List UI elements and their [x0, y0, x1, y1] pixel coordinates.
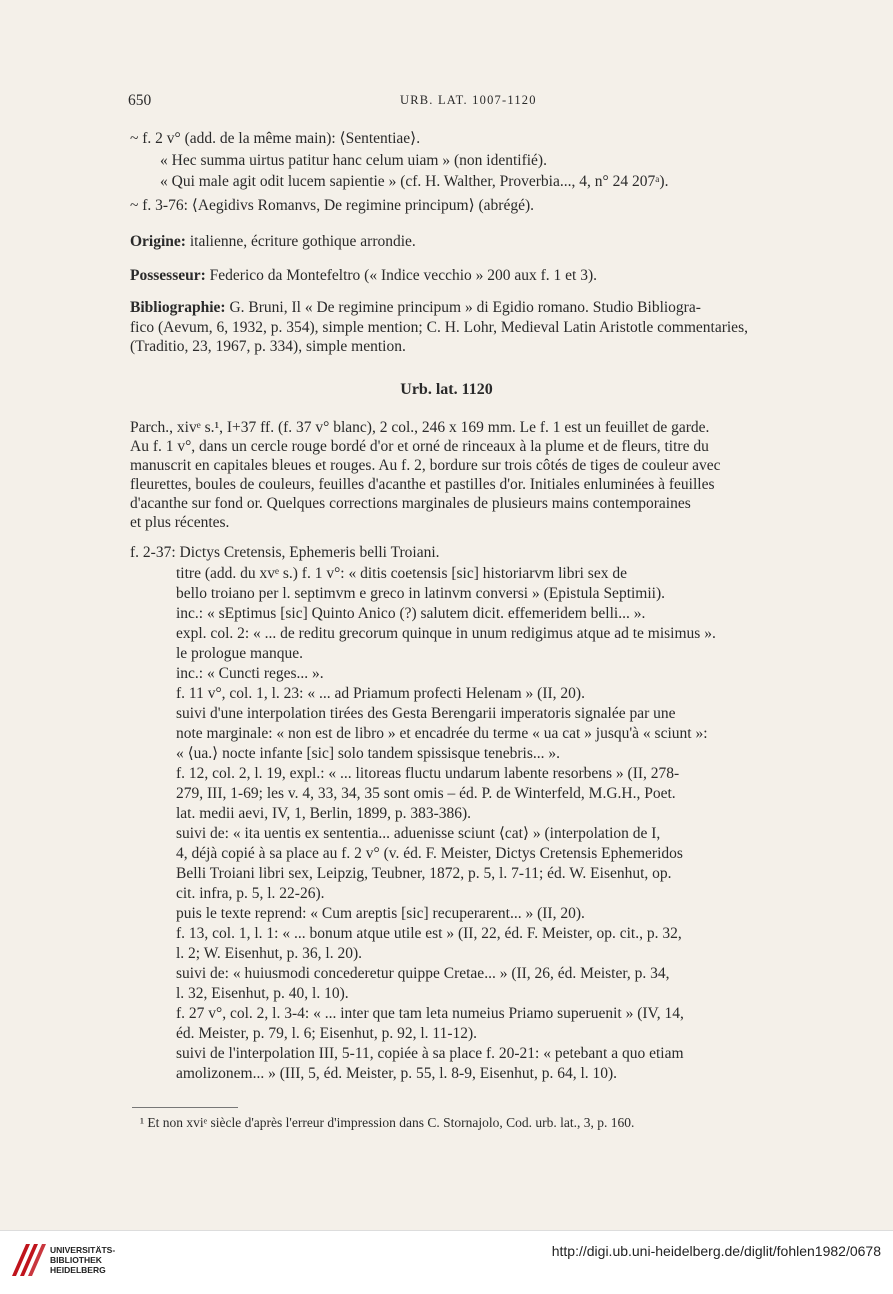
bibliographie-line: (Traditio, 23, 1967, p. 334), simple mention.	[130, 338, 406, 355]
page-number: 650	[128, 92, 152, 109]
text-line: « Hec summa uirtus patitur hanc celum uiam » (non identifié).	[160, 152, 547, 169]
possesseur-entry	[130, 266, 597, 286]
logo-line: UNIVERSITÄTS-	[50, 1245, 116, 1255]
content-line: inc.: « sEptimus [sic] Quinto Anico (?) salutem dicit. effemeridem belli... ».	[176, 605, 646, 622]
description-line: d'acanthe sur fond or. Quelques corrections marginales de plusieurs mains contemporaines	[130, 495, 691, 512]
origine-label: Origine:	[130, 233, 186, 250]
content-line: amolizonem... » (III, 5, éd. Meister, p. 55, l. 8-9, Eisenhut, p. 64, l. 10).	[176, 1065, 618, 1082]
content-line: bello troiano per l. septimvm e greco in latinvm conversi » (Epistula Septimii).	[176, 585, 666, 602]
content-line: puis le texte reprend: « Cum areptis [sic] recuperarent... » (II, 20).	[176, 905, 585, 922]
content-line: lat. medii aevi, IV, 1, Berlin, 1899, p. 383-386).	[176, 805, 472, 822]
possesseur-text: Federico da Montefeltro (« Indice vecchio » 200 aux f. 1 et 3).	[209, 267, 598, 284]
content-line: f. 12, col. 2, l. 19, expl.: « ... litoreas fluctu undarum labente resorbens » (II, 278-	[176, 765, 680, 782]
content-line: f. 27 v°, col. 2, l. 3-4: « ... inter que tam leta numeius Priamo superuenit » (IV, 14,	[176, 1005, 684, 1022]
origine-entry	[130, 232, 416, 252]
bibliographie-entry	[130, 298, 701, 318]
content-line: inc.: « Cuncti reges... ».	[176, 665, 324, 682]
permalink-url[interactable]: http://digi.ub.uni-heidelberg.de/diglit/fohlen1982/0678	[551, 1243, 881, 1259]
text-line: « Qui male agit odit lucem sapientie » (cf. H. Walther, Proverbia..., 4, n° 24 207ᵃ).	[160, 173, 669, 190]
content-line: titre (add. du xvᵉ s.) f. 1 v°: « ditis coetensis [sic] historiarvm libri sex de	[176, 565, 627, 582]
logo-line: BIBLIOTHEK	[50, 1255, 102, 1265]
content-line: suivi d'une interpolation tirées des Gesta Berengarii imperatoris signalée par une	[176, 705, 676, 722]
text-line: ~ f. 3-76: ⟨Aegidivs Romanvs, De regimine principum⟩ (abrégé).	[130, 197, 535, 214]
description-line: manuscrit en capitales bleues et rouges. Au f. 2, bordure sur trois côtés de tiges de couleur avec	[130, 457, 721, 474]
description-line: Parch., xivᵉ s.¹, I+37 ff. (f. 37 v° blanc), 2 col., 246 x 169 mm. Le f. 1 est un feuillet de garde.	[130, 419, 710, 436]
library-logo-text	[50, 1245, 115, 1275]
footnote: ¹ Et non xviᵉ siècle d'après l'erreur d'impression dans C. Stornajolo, Cod. urb. lat., 3, p. 160.	[140, 1115, 635, 1130]
content-line: f. 13, col. 1, l. 1: « ... bonum atque utile est » (II, 22, éd. F. Meister, op. cit., p. 32,	[176, 925, 682, 942]
viewer-footer	[0, 1230, 893, 1294]
description-line: fleurettes, boules de couleurs, feuilles d'acanthe et pastilles d'or. Initiales enluminées à feuilles	[130, 476, 715, 493]
content-line: suivi de l'interpolation III, 5-11, copiée à sa place f. 20-21: « petebant a quo etiam	[176, 1045, 684, 1062]
origine-text: italienne, écriture gothique arrondie.	[189, 233, 416, 250]
description-line: et plus récentes.	[130, 514, 230, 531]
bibliographie-line: G. Bruni, Il « De regimine principum » di Egidio romano. Studio Bibliogra-	[229, 299, 701, 316]
content-line: Belli Troiani libri sex, Leipzig, Teubner, 1872, p. 5, l. 7-11; éd. W. Eisenhut, op.	[176, 865, 672, 882]
content-line: suivi de: « ita uentis ex sententia... aduenisse sciunt ⟨cat⟩ » (interpolation de I,	[176, 825, 661, 842]
content-line: note marginale: « non est de libro » et encadrée du terme « ua cat » jusqu'à « sciunt »:	[176, 725, 708, 742]
description-line: Au f. 1 v°, dans un cercle rouge bordé d'or et orné de rinceaux à la plume et de fleurs, titre du	[130, 438, 709, 455]
bibliographie-label: Bibliographie:	[130, 299, 226, 316]
library-logo-icon	[8, 1240, 48, 1280]
content-line: suivi de: « huiusmodi concederetur quippe Cretae... » (II, 26, éd. Meister, p. 34,	[176, 965, 670, 982]
bibliographie-line: fico (Aevum, 6, 1932, p. 354), simple mention; C. H. Lohr, Medieval Latin Aristotle commentaries,	[130, 319, 748, 336]
content-line: 4, déjà copié à sa place au f. 2 v° (v. éd. F. Meister, Dictys Cretensis Ephemeridos	[176, 845, 683, 862]
footnote-rule	[132, 1107, 238, 1108]
content-line: l. 32, Eisenhut, p. 40, l. 10).	[176, 985, 349, 1002]
content-line: éd. Meister, p. 79, l. 6; Eisenhut, p. 92, l. 11-12).	[176, 1025, 478, 1042]
content-line: cit. infra, p. 5, l. 22-26).	[176, 885, 325, 902]
content-line: 279, III, 1-69; les v. 4, 33, 34, 35 sont omis – éd. P. de Winterfeld, M.G.H., Poet.	[176, 785, 676, 802]
content-line: f. 2-37: Dictys Cretensis, Ephemeris belli Troiani.	[130, 544, 440, 561]
text-line: ~ f. 2 v° (add. de la même main): ⟨Sententiae⟩.	[130, 130, 421, 147]
content-line: f. 11 v°, col. 1, l. 23: « ... ad Priamum profecti Helenam » (II, 20).	[176, 685, 585, 702]
content-line: expl. col. 2: « ... de reditu grecorum quinque in unum redigimus atque ad te misimus ».	[176, 625, 716, 642]
running-title: URB. LAT. 1007-1120	[400, 93, 537, 107]
logo-line: HEIDELBERG	[50, 1265, 106, 1275]
content-line: le prologue manque.	[176, 645, 303, 662]
possesseur-label: Possesseur:	[130, 267, 206, 284]
content-line: l. 2; W. Eisenhut, p. 36, l. 20).	[176, 945, 362, 962]
section-title: Urb. lat. 1120	[400, 381, 493, 398]
content-line: « ⟨ua.⟩ nocte infante [sic] solo tandem spissisque tenebris... ».	[176, 745, 561, 762]
